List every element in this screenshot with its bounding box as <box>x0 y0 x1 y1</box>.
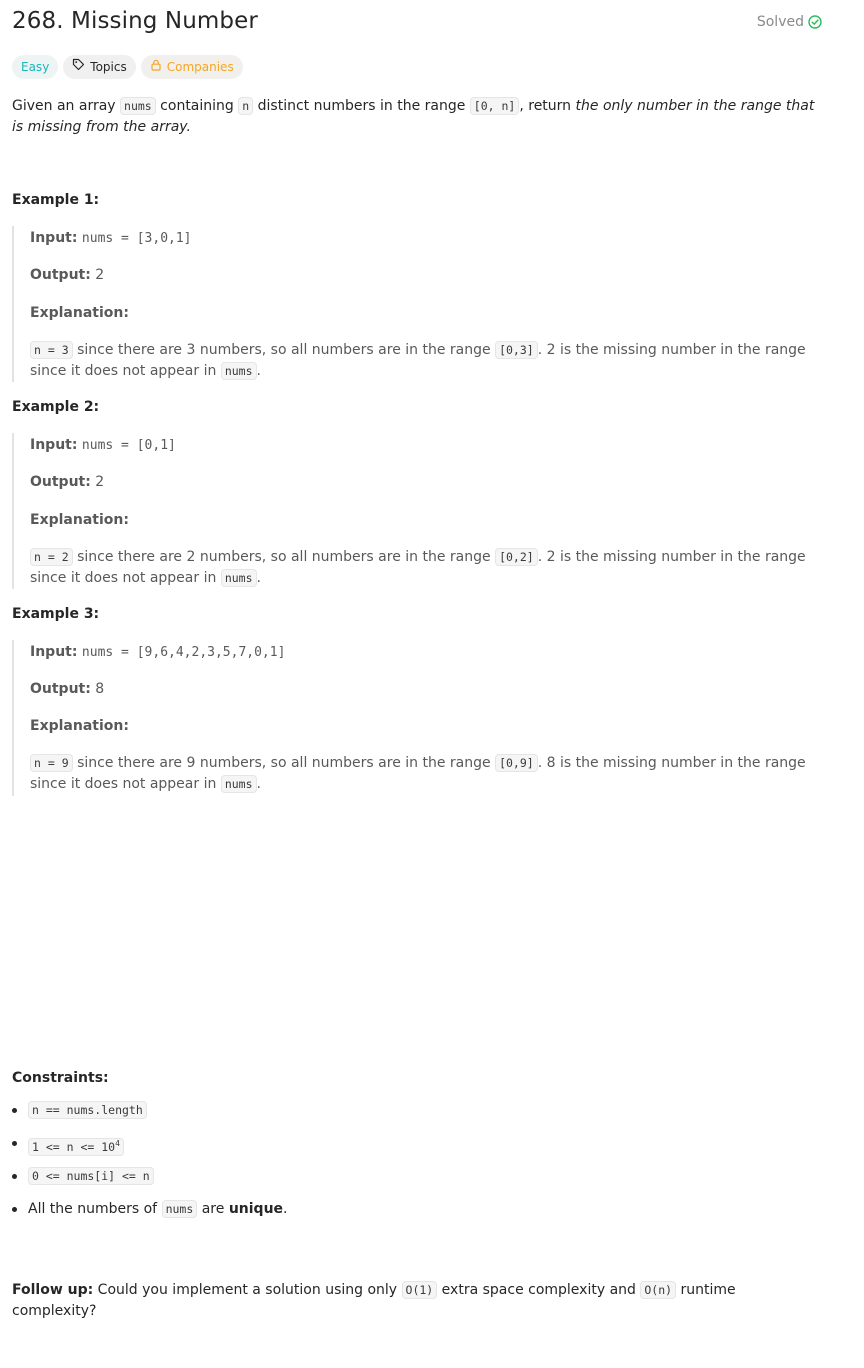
explanation-label: Explanation: <box>30 305 129 321</box>
inline-code: [0,3] <box>495 341 538 359</box>
constraints-list <box>12 1100 287 1232</box>
example-2-block <box>12 433 822 589</box>
explanation-text: . 8 is the missing number in the range since it does not appear in <box>30 755 806 792</box>
inline-code: O(n) <box>640 1281 676 1299</box>
explanation-text: since there are 9 numbers, so all numbers are in the range <box>72 755 496 771</box>
inline-code: [0,2] <box>495 548 538 566</box>
lock-icon <box>150 55 162 79</box>
tag-row <box>12 55 243 79</box>
difficulty-label: Easy <box>21 60 50 74</box>
follow-up-text: runtime complexity? <box>12 1282 736 1319</box>
problem-description <box>12 0 822 1319</box>
constraint-text: All the numbers of <box>28 1201 162 1217</box>
follow-up-label: Follow up: <box>12 1282 94 1298</box>
explanation-text: . <box>256 570 261 586</box>
example-output <box>30 472 822 493</box>
companies-label: Companies <box>166 60 234 74</box>
example-explanation <box>30 753 822 795</box>
example-3-block <box>12 640 822 796</box>
topics-label: Topics <box>90 60 127 74</box>
input-value: nums = [9,6,4,2,3,5,7,0,1] <box>81 645 286 660</box>
inline-code: nums <box>162 1200 198 1218</box>
problem-header <box>12 0 822 50</box>
inline-code: n = 3 <box>30 341 73 359</box>
inline-code: n <box>238 97 253 115</box>
follow-up-text: Could you implement a solution using only <box>93 1282 402 1298</box>
solved-status <box>757 14 822 30</box>
example-explanation-label <box>30 303 822 324</box>
follow-up <box>12 1280 824 1322</box>
example-2-title: Example 2: <box>12 399 100 415</box>
explanation-text: since there are 2 numbers, so all numbers are in the range <box>72 549 496 565</box>
constraint-text: . <box>283 1201 288 1217</box>
example-explanation-label <box>30 510 822 531</box>
explanation-text: since there are 3 numbers, so all numbers are in the range <box>72 342 496 358</box>
input-label: Input: <box>30 644 78 660</box>
input-value: nums = [0,1] <box>81 438 176 453</box>
example-explanation-label <box>30 716 822 737</box>
example-explanation <box>30 340 822 382</box>
example-output <box>30 679 822 700</box>
difficulty-badge <box>12 55 58 79</box>
constraint-item <box>12 1133 287 1166</box>
inline-code: n = 9 <box>30 754 73 772</box>
constraint-item <box>12 1199 287 1232</box>
check-circle-icon <box>808 15 822 29</box>
desc-text: containing <box>155 98 239 114</box>
constraint-bold: unique <box>228 1201 284 1217</box>
desc-emphasis: the only number in the range that is missing from the array. <box>12 98 815 135</box>
inline-code: O(1) <box>402 1281 438 1299</box>
desc-text: , return <box>519 98 576 114</box>
output-label: Output: <box>30 681 91 697</box>
follow-up-text: extra space complexity and <box>437 1282 641 1298</box>
explanation-label: Explanation: <box>30 512 129 528</box>
input-label: Input: <box>30 437 78 453</box>
example-input <box>30 228 822 249</box>
constraint-base: 1 <= n <= 10 <box>32 1139 116 1154</box>
example-explanation <box>30 547 822 589</box>
constraint-text: are <box>197 1201 229 1217</box>
example-input <box>30 642 822 663</box>
output-value: 2 <box>95 474 105 490</box>
solved-label: Solved <box>756 14 804 30</box>
inline-code: n == nums.length <box>28 1101 147 1119</box>
explanation-text: . 2 is the missing number in the range since it does not appear in <box>30 342 806 379</box>
topics-button[interactable] <box>63 55 135 79</box>
inline-code <box>28 1138 124 1156</box>
explanation-text: . 2 is the missing number in the range since it does not appear in <box>30 549 806 586</box>
inline-code: nums <box>221 569 257 587</box>
problem-statement <box>12 96 824 138</box>
constraint-item <box>12 1166 287 1199</box>
output-value: 8 <box>95 681 105 697</box>
constraints-title: Constraints: <box>12 1070 109 1086</box>
example-input <box>30 435 822 456</box>
inline-code: [0,9] <box>495 754 538 772</box>
constraint-exponent: 4 <box>115 1139 120 1148</box>
companies-button[interactable] <box>141 55 243 79</box>
example-output <box>30 265 822 286</box>
inline-code: nums <box>221 362 257 380</box>
output-label: Output: <box>30 474 91 490</box>
output-value: 2 <box>95 267 105 283</box>
example-1-title: Example 1: <box>12 192 100 208</box>
input-value: nums = [3,0,1] <box>81 231 192 246</box>
explanation-label: Explanation: <box>30 718 129 734</box>
inline-code: [0, n] <box>470 97 520 115</box>
inline-code: 0 <= nums[i] <= n <box>28 1167 154 1185</box>
inline-code: nums <box>120 97 156 115</box>
output-label: Output: <box>30 267 91 283</box>
input-label: Input: <box>30 230 78 246</box>
tag-icon <box>72 55 85 79</box>
desc-text: distinct numbers in the range <box>253 98 470 114</box>
problem-title[interactable]: 268. Missing Number <box>12 8 258 34</box>
constraint-item <box>12 1100 287 1133</box>
inline-code: n = 2 <box>30 548 73 566</box>
desc-text: Given an array <box>12 98 121 114</box>
inline-code: nums <box>221 775 257 793</box>
explanation-text: . <box>256 776 261 792</box>
explanation-text: . <box>256 363 261 379</box>
example-1-block <box>12 226 822 382</box>
example-3-title: Example 3: <box>12 606 100 622</box>
